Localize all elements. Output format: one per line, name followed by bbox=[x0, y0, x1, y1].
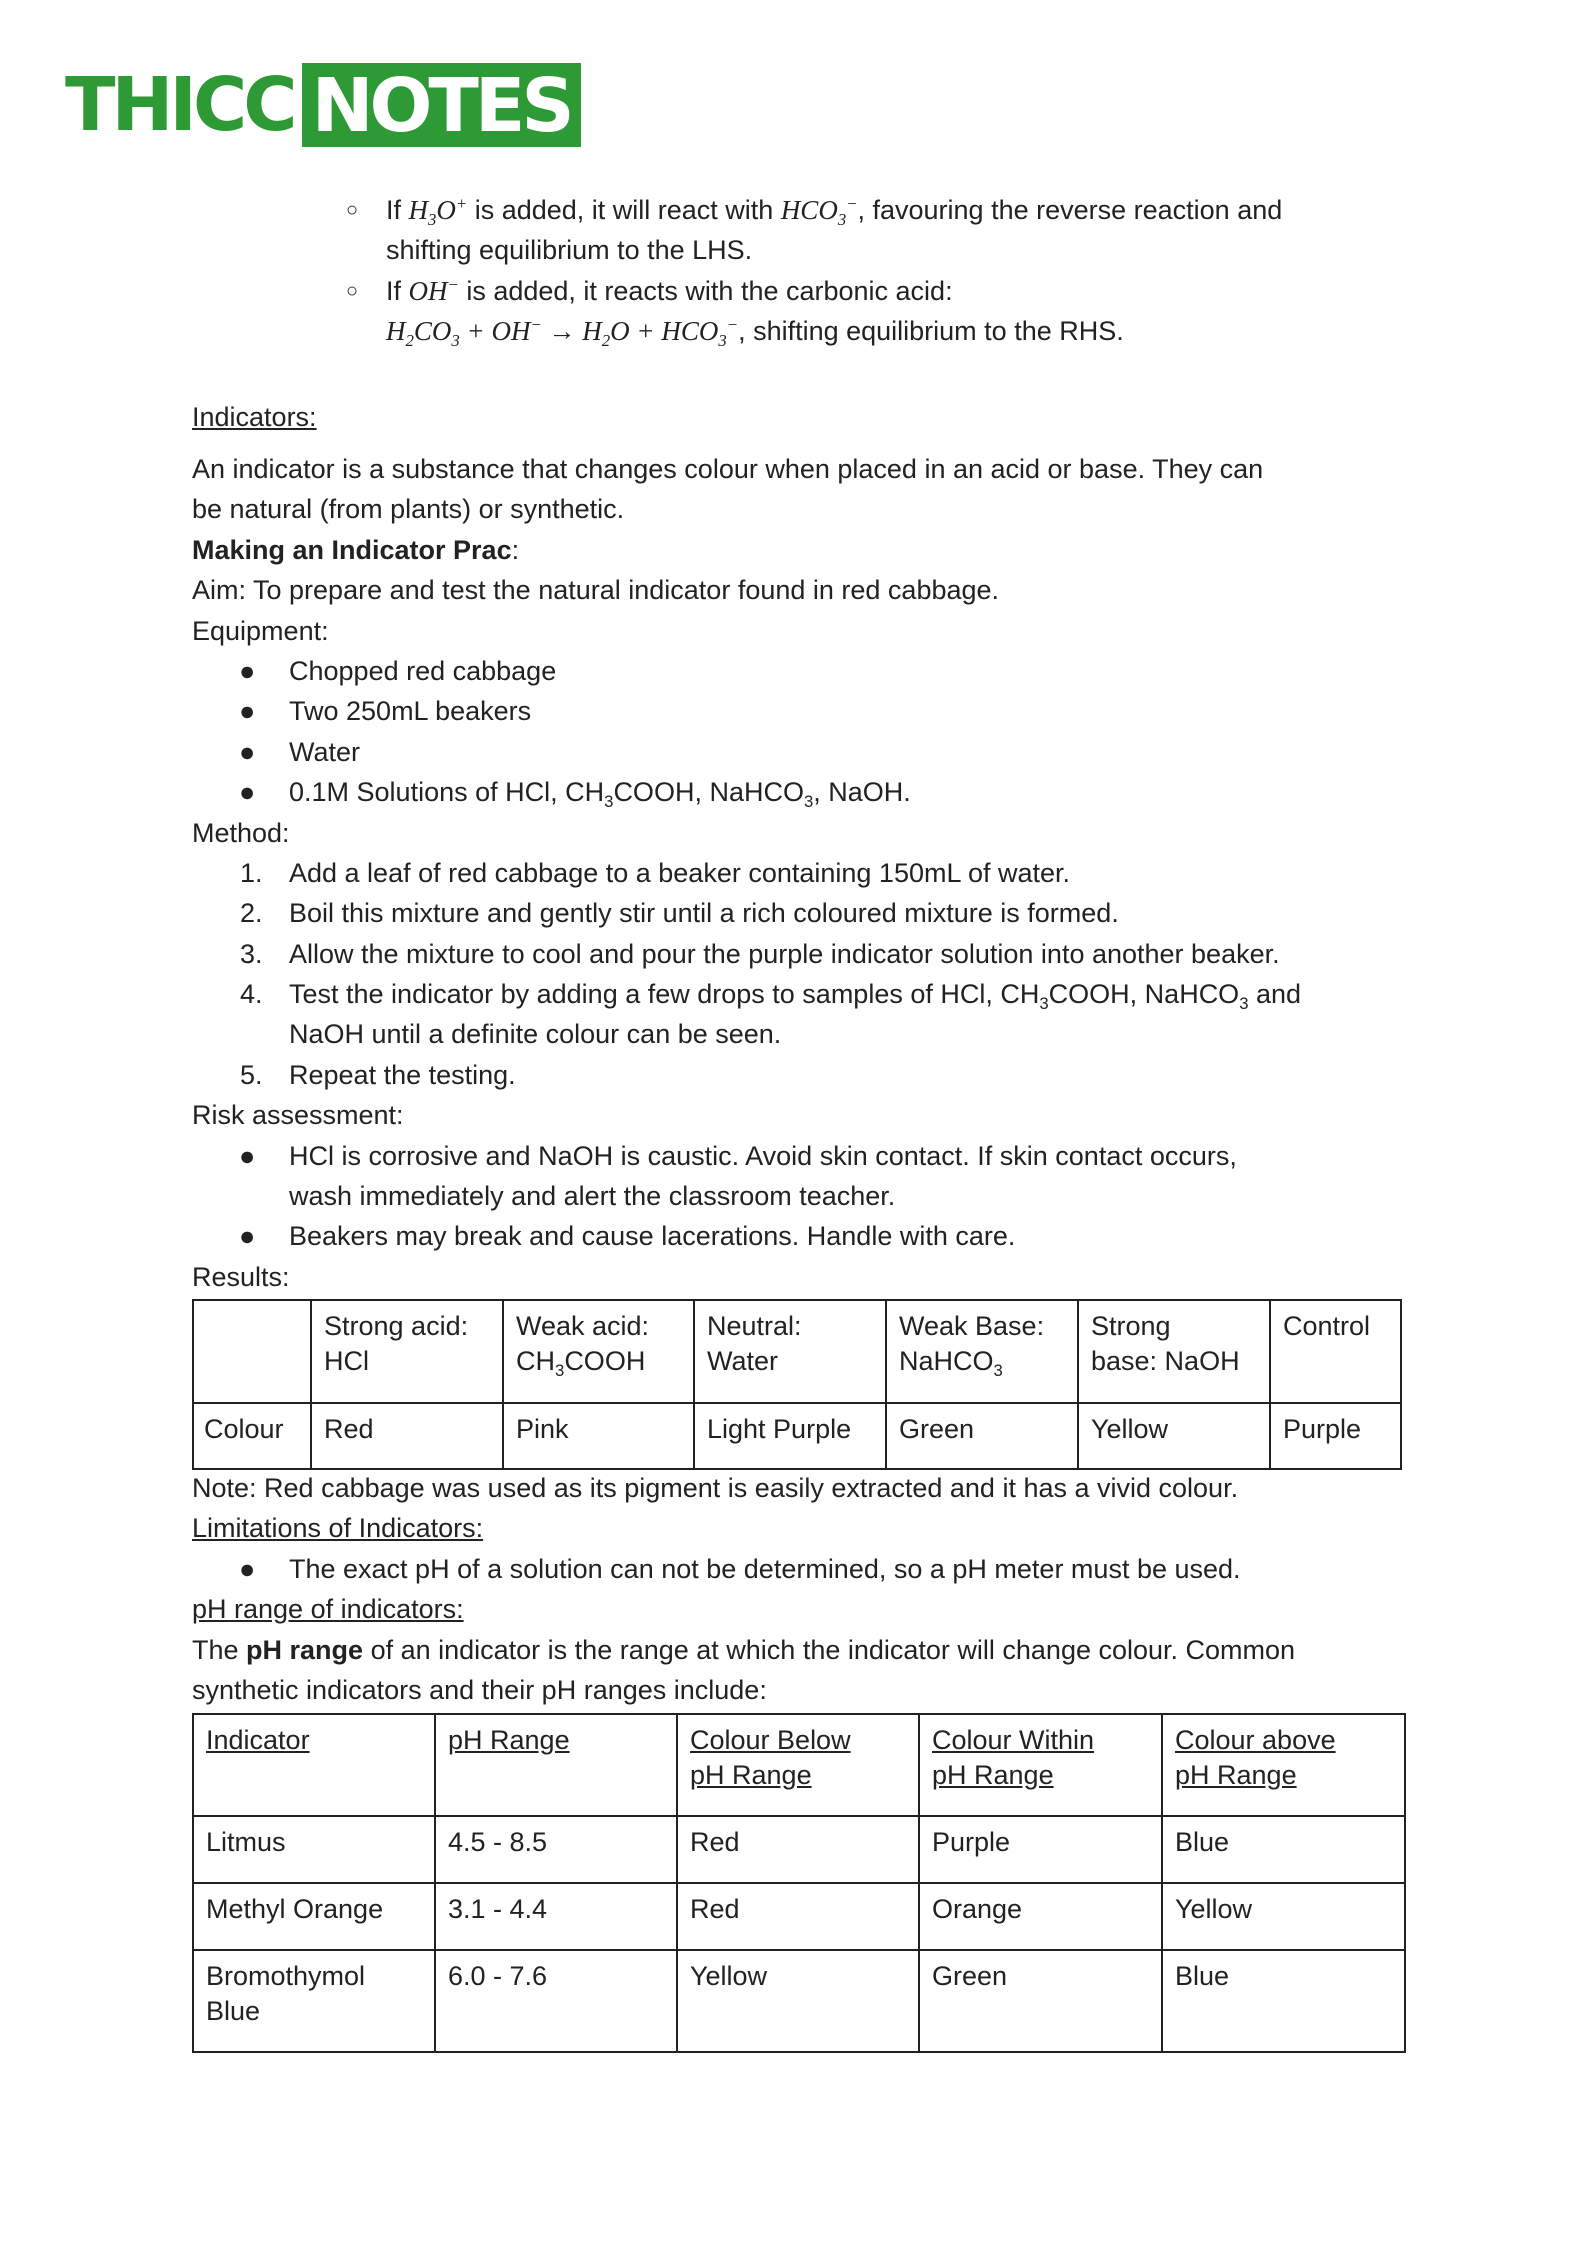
cell: 6.0 - 7.6 bbox=[435, 1950, 677, 2052]
cell: Green bbox=[886, 1403, 1078, 1469]
t: Water bbox=[707, 1346, 779, 1376]
text: Repeat the testing. bbox=[289, 1059, 516, 1090]
f: + bbox=[455, 193, 468, 213]
text: COOH, NaHCO bbox=[1048, 979, 1240, 1010]
list-item bbox=[192, 1549, 1412, 1589]
table-header-row bbox=[193, 1300, 1401, 1403]
f: O + HCO bbox=[610, 316, 719, 347]
table-row bbox=[193, 1403, 1401, 1469]
ph-indicator-table bbox=[192, 1713, 1406, 2053]
f: O bbox=[436, 195, 456, 225]
f: + OH bbox=[459, 316, 531, 347]
text: Test the indicator by adding a few drops to samples of HCl, CH bbox=[289, 979, 1040, 1010]
cell: Yellow bbox=[1162, 1883, 1405, 1950]
cell: Red bbox=[311, 1403, 503, 1469]
f: H bbox=[386, 316, 406, 347]
t: Strong bbox=[1091, 1311, 1171, 1341]
prac-title bbox=[192, 530, 1412, 570]
thiccnotes-logo bbox=[65, 63, 581, 147]
text: Allow the mixture to cool and pour the purple indicator solution into another beaker. bbox=[289, 938, 1280, 969]
f: 3 bbox=[837, 209, 847, 229]
list-item bbox=[192, 691, 1412, 731]
cell: 3.1 - 4.4 bbox=[435, 1883, 677, 1950]
text: Beakers may break and cause lacerations. Handle with care. bbox=[289, 1221, 1016, 1252]
text: If bbox=[386, 275, 409, 306]
text: 3 bbox=[604, 791, 614, 811]
text: Making an Indicator Prac bbox=[192, 534, 512, 565]
t: Colour Within bbox=[932, 1725, 1095, 1755]
text: The exact pH of a solution can not be determined, so a pH meter must be used. bbox=[289, 1553, 1241, 1584]
list-item bbox=[192, 1136, 1412, 1176]
f: 3 bbox=[451, 331, 460, 351]
text: 3 bbox=[1239, 993, 1249, 1013]
text: Chopped red cabbage bbox=[289, 655, 557, 686]
t: Indicator bbox=[206, 1725, 310, 1755]
indicators-section bbox=[192, 449, 1412, 1297]
header-cell bbox=[193, 1714, 435, 1816]
cell: Methyl Orange bbox=[193, 1883, 435, 1950]
t: pH Range bbox=[448, 1725, 570, 1755]
header-cell bbox=[919, 1714, 1162, 1816]
t: base: NaOH bbox=[1091, 1346, 1240, 1376]
cell: Bromothymol Blue bbox=[193, 1950, 435, 2052]
text: Water bbox=[289, 736, 361, 767]
header-cell bbox=[886, 1300, 1078, 1403]
cell: Light Purple bbox=[694, 1403, 886, 1469]
number: 2. bbox=[240, 898, 263, 929]
text: 3 bbox=[1039, 993, 1049, 1013]
cell: Red bbox=[677, 1883, 919, 1950]
t: Neutral: bbox=[707, 1311, 802, 1341]
cell: Yellow bbox=[677, 1950, 919, 2052]
hollow-bullet-icon: ○ bbox=[346, 199, 359, 221]
text: , favouring the reverse reaction and bbox=[857, 195, 1283, 225]
f: − bbox=[846, 193, 858, 213]
logo-text-thicc: THICC bbox=[65, 62, 294, 148]
equation bbox=[386, 315, 739, 351]
list-item bbox=[192, 772, 1412, 812]
bullet-h3o bbox=[346, 190, 1283, 230]
after-results-section bbox=[192, 1468, 1412, 1710]
aim: Aim: To prepare and test the natural indicator found in red cabbage. bbox=[192, 575, 1000, 606]
text: is added, it reacts with the carbonic acid: bbox=[458, 275, 953, 306]
cell: 4.5 - 8.5 bbox=[435, 1816, 677, 1883]
t: pH Range bbox=[690, 1760, 812, 1790]
bullet-icon: ● bbox=[239, 777, 256, 808]
text: , shifting equilibrium to the RHS. bbox=[738, 316, 1124, 347]
bullet-icon: ● bbox=[239, 655, 256, 686]
cell: Purple bbox=[1270, 1403, 1401, 1469]
header-cell bbox=[1162, 1714, 1405, 1816]
f: 2 bbox=[601, 331, 611, 351]
f: H bbox=[408, 195, 429, 225]
header-cell bbox=[677, 1714, 919, 1816]
text: Boil this mixture and gently stir until a rich coloured mixture is formed. bbox=[289, 898, 1119, 929]
formula bbox=[780, 193, 858, 229]
header-cell bbox=[435, 1714, 677, 1816]
equation-line bbox=[386, 311, 1282, 351]
t: of an indicator is the range at which the indicator will change colour. Common bbox=[363, 1634, 1296, 1665]
table-row bbox=[193, 1883, 1405, 1950]
text: is added, it will react with bbox=[467, 195, 781, 225]
f: 3 bbox=[428, 209, 437, 229]
f: 2 bbox=[405, 331, 414, 351]
cell: Orange bbox=[919, 1883, 1162, 1950]
t: CH bbox=[516, 1346, 555, 1376]
f: 3 bbox=[718, 331, 727, 351]
method-label: Method: bbox=[192, 817, 290, 848]
formula bbox=[408, 193, 468, 229]
number: 4. bbox=[240, 979, 263, 1010]
bullet-icon: ● bbox=[239, 696, 256, 727]
header-cell bbox=[311, 1300, 503, 1403]
t: The bbox=[192, 1634, 247, 1665]
empty-cell bbox=[193, 1300, 311, 1403]
text: , NaOH. bbox=[813, 777, 911, 808]
t: COOH bbox=[564, 1346, 646, 1376]
list-item-cont: wash immediately and alert the classroom teacher. bbox=[289, 1181, 896, 1212]
cell: Litmus bbox=[193, 1816, 435, 1883]
hollow-bullet-icon: ○ bbox=[346, 279, 359, 302]
text: HCl is corrosive and NaOH is caustic. Avoid skin contact. If skin contact occurs, bbox=[289, 1140, 1237, 1171]
top-bullets bbox=[346, 190, 1283, 352]
cell: Green bbox=[919, 1950, 1162, 2052]
t: 3 bbox=[555, 1360, 565, 1380]
text: : bbox=[511, 534, 520, 565]
t: pH Range bbox=[1175, 1760, 1297, 1790]
bullet-icon: ● bbox=[239, 1221, 256, 1252]
list-item-cont: NaOH until a definite colour can be seen. bbox=[289, 1019, 782, 1050]
text: 3 bbox=[803, 791, 814, 811]
paragraph-line: synthetic indicators and their pH ranges include: bbox=[192, 1674, 767, 1705]
cell: Pink bbox=[503, 1403, 694, 1469]
header-cell bbox=[1270, 1300, 1401, 1403]
text: If bbox=[386, 195, 409, 225]
indicators-heading: Indicators: bbox=[192, 402, 317, 432]
cell: Blue bbox=[1162, 1950, 1405, 2052]
t: Strong acid: bbox=[324, 1311, 469, 1341]
t: 3 bbox=[993, 1360, 1003, 1380]
bullet-icon: ● bbox=[239, 1553, 256, 1584]
t: NaHCO bbox=[899, 1346, 994, 1376]
f: HCO bbox=[780, 195, 838, 225]
equipment-label: Equipment: bbox=[192, 615, 329, 646]
list-item bbox=[192, 893, 1412, 933]
table-row bbox=[193, 1816, 1405, 1883]
cell: Yellow bbox=[1078, 1403, 1270, 1469]
results-table bbox=[192, 1299, 1402, 1470]
cell: Red bbox=[677, 1816, 919, 1883]
paragraph-line: be natural (from plants) or synthetic. bbox=[192, 494, 625, 525]
f: → H bbox=[541, 316, 602, 347]
text: Two 250mL beakers bbox=[289, 696, 532, 727]
text: COOH, NaHCO bbox=[613, 777, 804, 808]
formula bbox=[409, 276, 459, 306]
results-label: Results: bbox=[192, 1261, 290, 1292]
t: pH Range bbox=[932, 1760, 1054, 1790]
cell: Blue bbox=[1162, 1816, 1405, 1883]
f: CO bbox=[413, 316, 452, 347]
bullet-icon: ● bbox=[239, 1140, 256, 1171]
limitations-heading: Limitations of Indicators: bbox=[192, 1513, 484, 1544]
table-header-row bbox=[193, 1714, 1405, 1816]
header-cell bbox=[1078, 1300, 1270, 1403]
risk-label: Risk assessment: bbox=[192, 1100, 404, 1131]
list-item bbox=[192, 1055, 1412, 1095]
t: Weak Base: bbox=[899, 1311, 1045, 1341]
note: Note: Red cabbage was used as its pigment is easily extracted and it has a vivid colour. bbox=[192, 1473, 1239, 1503]
list-item bbox=[192, 732, 1412, 772]
paragraph-line: An indicator is a substance that changes colour when placed in an acid or base. They can bbox=[192, 454, 1264, 484]
t: Colour above bbox=[1175, 1725, 1336, 1755]
bullet-icon: ● bbox=[239, 736, 256, 767]
number: 1. bbox=[240, 857, 263, 888]
header-cell bbox=[694, 1300, 886, 1403]
t: Weak acid: bbox=[516, 1311, 650, 1341]
t: Colour Below bbox=[690, 1725, 851, 1755]
t: HCl bbox=[324, 1346, 369, 1376]
text: Add a leaf of red cabbage to a beaker containing 150mL of water. bbox=[289, 857, 1071, 888]
list-item bbox=[192, 651, 1412, 691]
row-label: Colour bbox=[193, 1403, 311, 1469]
f: OH bbox=[408, 275, 448, 306]
list-item bbox=[192, 974, 1412, 1014]
number: 5. bbox=[240, 1059, 263, 1090]
f: − bbox=[726, 315, 739, 335]
number: 3. bbox=[240, 938, 263, 969]
cell: Purple bbox=[919, 1816, 1162, 1883]
f: − bbox=[530, 315, 542, 335]
list-item bbox=[192, 1216, 1412, 1256]
text: shifting equilibrium to the LHS. bbox=[386, 235, 753, 266]
list-item bbox=[192, 853, 1412, 893]
paragraph-line bbox=[192, 1630, 1412, 1670]
text: 0.1M Solutions of HCl, CH bbox=[289, 777, 605, 808]
t: Control bbox=[1283, 1311, 1371, 1341]
list-item bbox=[192, 934, 1412, 974]
table-row bbox=[193, 1950, 1405, 2052]
text: and bbox=[1248, 979, 1302, 1010]
ph-range-heading: pH range of indicators: bbox=[192, 1594, 464, 1625]
f: − bbox=[447, 274, 459, 294]
bullet-oh bbox=[346, 271, 1282, 311]
t: pH range bbox=[246, 1634, 364, 1665]
logo-text-notes: NOTES bbox=[302, 63, 581, 147]
header-cell bbox=[503, 1300, 694, 1403]
